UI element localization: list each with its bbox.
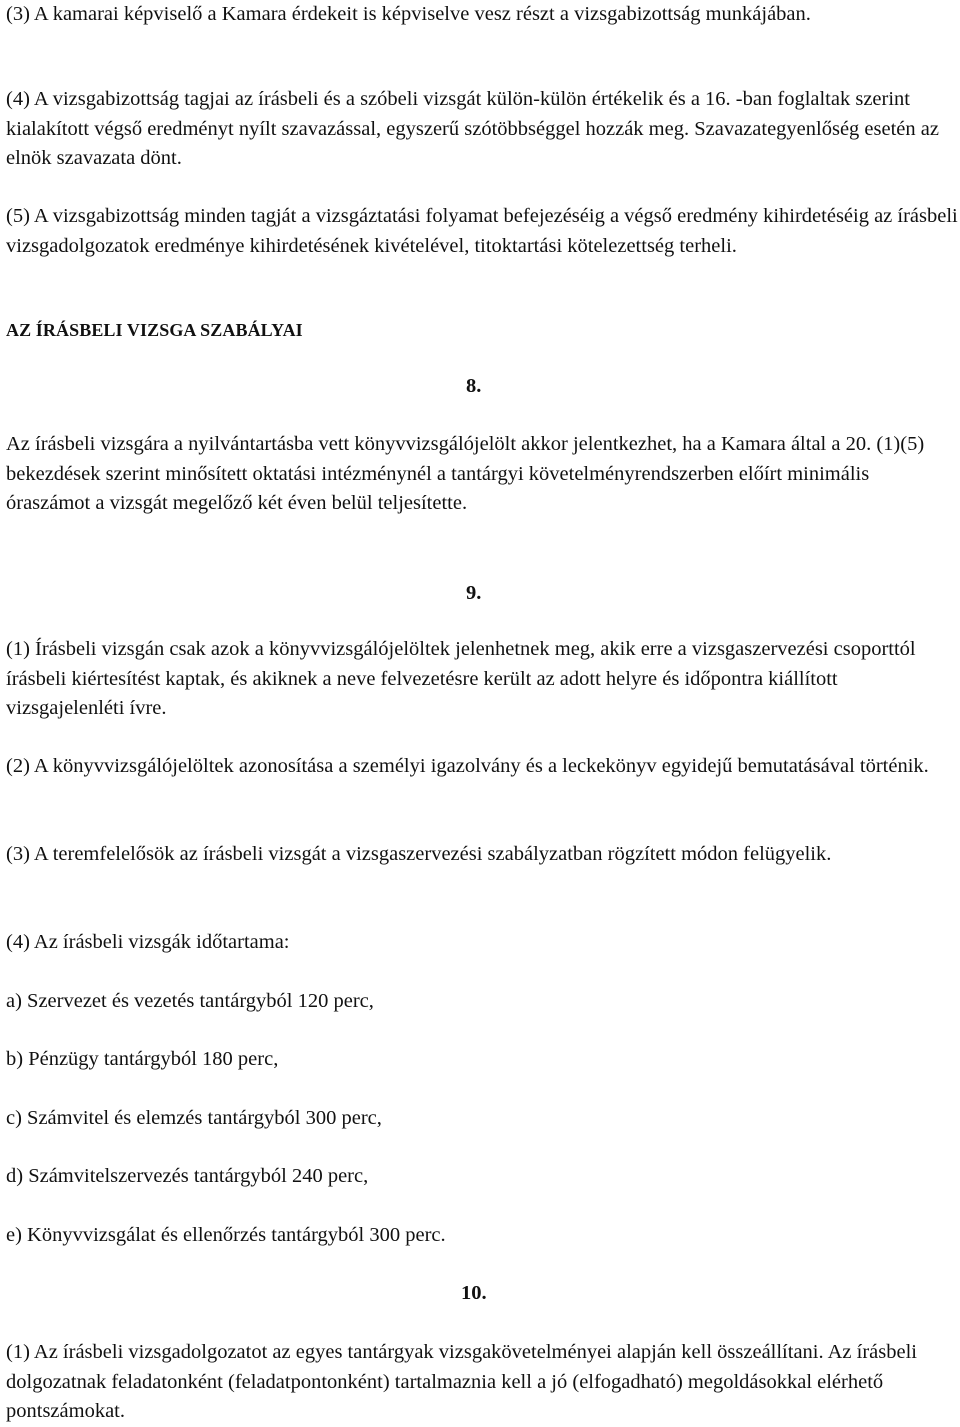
duration-item-c: c) Számvitel és elemzés tantárgyból 300 perc,	[6, 1107, 382, 1129]
section-number-8: 8.	[466, 375, 482, 397]
section-9-paragraph-4: (4) Az írásbeli vizsgák időtartama:	[6, 931, 290, 953]
section-9-paragraph-1: (1) Írásbeli vizsgán csak azok a könyvvizsgálójelöltek jelenhetnek meg, akik erre a vizsgaszervezési csoporttól írásbeli kiértesítést kaptak, és akiknek a neve felvezetésre került az adott helyre és időpontra kiállított vizsgajelenléti ívre.	[6, 638, 916, 719]
duration-item-b: b) Pénzügy tantárgyból 180 perc,	[6, 1048, 279, 1070]
section-9-paragraph-3: (3) A teremfelelősök az írásbeli vizsgát a vizsgaszervezési szabályzatban rögzített módon felügyelik.	[6, 843, 832, 865]
duration-item-d: d) Számvitelszervezés tantárgyból 240 perc,	[6, 1165, 369, 1187]
paragraph-4-ertekeles: (4) A vizsgabizottság tagjai az írásbeli és a szóbeli vizsgát külön-külön értékelik és a 16. -ban foglaltak szerint kialakított végső eredményt nyílt szavazással, egyszerű szótöbbséggel hozzák meg. Szavazategyenlőség esetén az elnök szavazata dönt.	[6, 88, 939, 169]
paragraph-3-kamarai-kepviselo: (3) A kamarai képviselő a Kamara érdekeit is képviselve vesz részt a vizsgabizottság munkájában.	[6, 3, 811, 25]
paragraph-5-titoktartas: (5) A vizsgabizottság minden tagját a vizsgáztatási folyamat befejezéséig a végső eredmény kihirdetéséig az írásbeli vizsgadolgozatok eredménye kihirdetésének kivételével, titoktartási kötelezettség terheli.	[6, 205, 958, 257]
duration-item-e: e) Könyvvizsgálat és ellenőrzés tantárgyból 300 perc.	[6, 1224, 446, 1246]
section-9-paragraph-2: (2) A könyvvizsgálójelöltek azonosítása a személyi igazolvány és a leckekönyv egyidejű bemutatásával történik.	[6, 755, 929, 777]
section-heading: AZ ÍRÁSBELI VIZSGA SZABÁLYAI	[6, 320, 303, 340]
section-8-paragraph: Az írásbeli vizsgára a nyilvántartásba vett könyvvizsgálójelölt akkor jelentkezhet, ha a Kamara által a 20. (1)(5) bekezdések szerint minősített oktatási intézménynél a tantárgyi követelményrendszerben előírt minimális óraszámot a vizsgát megelőző két éven belül teljesítette.	[6, 433, 925, 514]
section-10-paragraph-1: (1) Az írásbeli vizsgadolgozatot az egyes tantárgyak vizsgakövetelményei alapján kell összeállítani. Az írásbeli dolgozatnak feladatonként (feladatpontonként) tartalmaznia kell a jó (elfogadható) megoldásokkal elérhető pontszámokat.	[6, 1341, 917, 1422]
duration-item-a: a) Szervezet és vezetés tantárgyból 120 perc,	[6, 990, 374, 1012]
section-number-9: 9.	[466, 582, 482, 604]
section-number-10: 10.	[461, 1282, 487, 1304]
